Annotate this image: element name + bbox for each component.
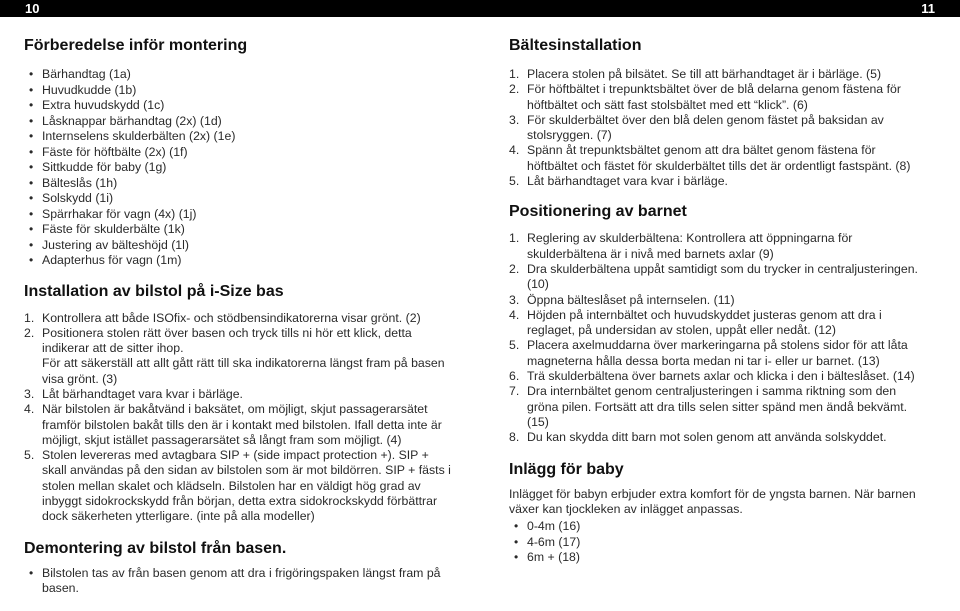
step-number: 5. [24,448,35,463]
right-column [509,30,929,566]
positioning-steps [509,231,929,445]
step-text: Stolen levereras med avtagbara SIP + (side impact protection +). SIP + skall användas på den sidan av bilstolen som är mot bildörren. SIP + fästs i stolen mellan skalet och klädseln. Bilstolen har en väldigt hög grad av inbyggt sidokrockskydd från början, detta extra sidokrockskydd förbättrar dock säkerheten ytterligare. (inte på alla modeller) [42,448,451,524]
step-text: För skulderbältet över den blå delen genom fästet på baksidan av stolsryggen. (7) [527,112,884,143]
list-item: • Solskydd (1i) [24,191,454,207]
step-item [24,387,454,402]
step-text: För höftbältet i trepunktsbältet över de blå delarna genom fästena för höftbältet och sätt fast stolsbältet med ett “klick”. (6) [527,82,901,112]
step-item [24,448,454,524]
step-text: Kontrollera att både ISOfix- och stödbensindikatorerna visar grönt. (2) [42,310,421,325]
step-number: 7. [509,384,520,399]
step-item [24,402,454,448]
step-number: 1. [509,67,520,81]
section-title-isize-installation: Installation av bilstol på i-Size bas [24,282,284,300]
step-item [509,293,929,308]
step-text: För att säkerställ att allt gått rätt till ska indikatorerna längst fram på basen visa grönt. (3) [42,356,445,386]
step-number: 4. [509,143,520,158]
step-item [509,262,929,293]
step-text: Höjden på internbältet och huvudskyddet justeras genom att dra i reglaget, på undersidan av stolen, uppåt eller nedåt. (12) [527,307,882,338]
step-item [509,67,929,82]
list-item: • Fäste för höftbälte (2x) (1f) [24,145,454,161]
section-title-baby-insert: Inlägg för baby [509,460,624,478]
step-text: Dra internbältet genom centraljusteringen i samma riktning som den gröna pilen. Fortsätt att dra tills selen sitter spänd men ändå bekvämt. (15) [527,384,908,429]
list-item: • Justering av bälteshöjd (1l) [24,238,454,254]
step-item [24,311,454,326]
step-text: Placera axelmuddarna över markeringarna på stolens sidor för att låta magneterna hålla dessa borta medan ni tar i- eller ur barnet. (13) [527,338,908,368]
step-item [24,326,454,357]
step-number: 1. [24,310,35,325]
baby-insert-list [509,519,929,566]
list-item: • Bärhandtag (1a) [24,67,454,83]
step-item [509,82,929,113]
step-item [509,143,929,174]
step-text: Reglering av skulderbältena: Kontrollera att öppningarna för skulderbältena är i nivå med barnets axlar (9) [527,231,853,261]
step-item [509,113,929,144]
section-title-preparation: Förberedelse inför montering [24,37,248,54]
step-item [24,356,454,387]
list-item: • 0-4m (16) [509,519,929,535]
step-number: 4. [509,307,520,322]
page-number-right: 11 [921,1,935,16]
list-item: • Adapterhus för vagn (1m) [24,253,454,269]
list-item: • Bälteslås (1h) [24,176,454,192]
step-item [509,174,929,189]
step-number: 2. [509,261,520,276]
step-text: Spänn åt trepunktsbältet genom att dra bältet genom fästena för höftbältet och fästet för skulderbältet tills det är ordentligt fastspänt. (8) [527,143,911,173]
step-number: 2. [509,82,520,97]
step-item [509,308,929,339]
step-item [509,384,929,430]
isize-steps [24,311,454,525]
step-number: 1. [509,231,520,246]
step-number: 3. [24,386,35,401]
list-item: • Låsknappar bärhandtag (2x) (1d) [24,114,454,130]
removal-list [24,566,454,597]
list-item: • Fäste för skulderbälte (1k) [24,222,454,238]
list-item: • 4-6m (17) [509,535,929,551]
step-number: 8. [509,430,520,445]
step-text: Du kan skydda ditt barn mot solen genom att använda solskyddet. [527,430,887,445]
section-title-removal: Demontering av bilstol från basen. [24,539,287,557]
step-text: När bilstolen är bakåtvänd i baksätet, om möjligt, skjut passagerarsätet framför bilstolen bakåt tills den är i kontakt med bilstolen. Ifall detta inte är möjligt, skjut istället passagerarsätet så långt fram som möjligt. (4) [42,402,442,447]
parts-list [24,67,454,269]
list-item: • Bilstolen tas av från basen genom att dra i frigöringspaken längst fram på basen. [24,566,454,597]
step-text: Öppna bälteslåset på internselen. (11) [527,292,735,307]
step-item [509,430,929,445]
list-item: • Extra huvudskydd (1c) [24,98,454,114]
list-item: • Huvudkudde (1b) [24,83,454,99]
step-item [509,231,929,262]
step-text: Låt bärhandtaget vara kvar i bärläge. [527,174,728,189]
list-item: • Spärrhakar för vagn (4x) (1j) [24,207,454,223]
step-number: 2. [24,325,35,340]
step-text: Positionera stolen rätt över basen och tryck tills ni hör ett klick, detta indikerar att de sitter ihop. [42,325,412,356]
top-bar [0,0,960,17]
step-item [509,369,929,384]
step-number: 3. [509,292,520,307]
step-number: 6. [509,369,520,384]
page-number-left: 10 [25,1,40,16]
section-title-child-positioning: Positionering av barnet [509,203,687,221]
step-text: Trä skulderbältena över barnets axlar och klicka i den i bälteslåset. (14) [527,369,915,384]
left-column [24,30,454,597]
step-item [509,338,929,369]
step-text: Placera stolen på bilsätet. Se till att bärhandtaget är i bärläge. (5) [527,67,882,81]
list-item: • Internselens skulderbälten (2x) (1e) [24,129,454,145]
step-number: 3. [509,112,520,127]
step-text: Låt bärhandtaget vara kvar i bärläge. [42,386,243,401]
step-text: Dra skulderbältena uppåt samtidigt som du trycker in centraljusteringen. (10) [527,261,918,292]
baby-insert-paragraph: Inlägget för babyn erbjuder extra komfort för de yngsta barnen. När barnen växer kan tjockleken av inlägget anpassas. [509,486,916,516]
belt-steps [509,67,929,189]
list-item: • 6m + (18) [509,550,929,566]
section-title-belt-installation: Bältesinstallation [509,37,642,54]
step-number: 4. [24,402,35,417]
step-number: 5. [509,338,520,353]
step-number: 5. [509,174,520,189]
list-item: • Sittkudde för baby (1g) [24,160,454,176]
